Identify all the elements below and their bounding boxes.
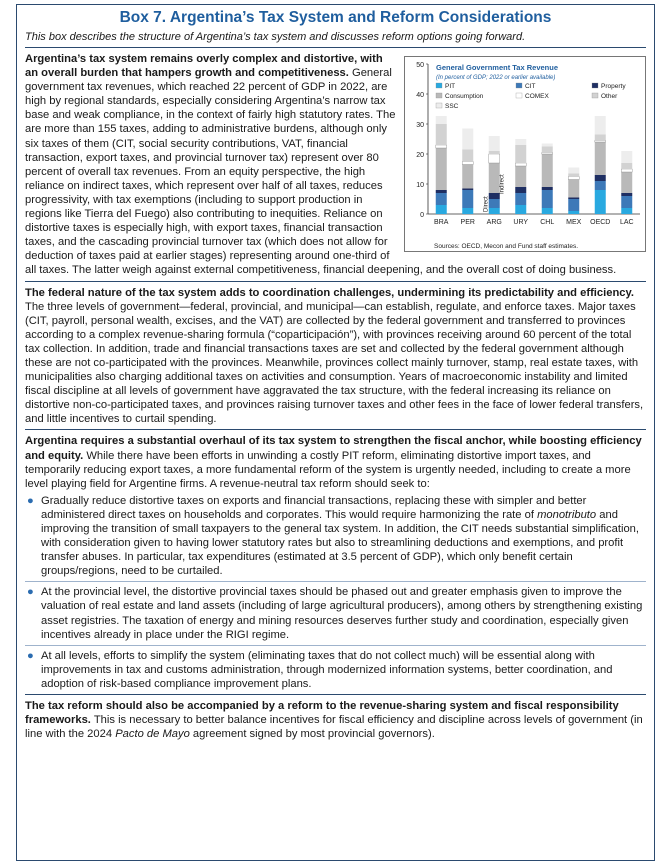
bar-segment bbox=[568, 199, 579, 211]
y-tick-label: 20 bbox=[416, 152, 424, 159]
bar-segment bbox=[436, 190, 447, 193]
x-tick-label: BRA bbox=[434, 219, 449, 226]
bullet-icon: ● bbox=[27, 649, 34, 662]
bar-segment bbox=[542, 153, 553, 155]
bullet-1-pre: Gradually reduce distortive taxes on exports and financial transactions, replacing these with simpler and better administered direct taxes on households and corporates. This would require harmonizing the rate of bbox=[41, 494, 587, 521]
bar-segment bbox=[542, 147, 553, 153]
bar-segment bbox=[595, 141, 606, 143]
bar-segment bbox=[542, 154, 553, 187]
chart-svg bbox=[404, 56, 646, 252]
bar-segment bbox=[462, 129, 473, 150]
bar-segment bbox=[462, 162, 473, 165]
y-tick-label: 50 bbox=[416, 62, 424, 69]
legend-swatch bbox=[516, 93, 522, 98]
section-4-text bbox=[25, 699, 646, 741]
bar-segment bbox=[621, 196, 632, 208]
legend-label: COMEX bbox=[525, 93, 549, 100]
y-tick-label: 30 bbox=[416, 122, 424, 129]
bar-segment bbox=[462, 190, 473, 208]
bar-segment bbox=[436, 145, 447, 148]
annotation-indirect: Indirect bbox=[499, 174, 506, 194]
bar-segment bbox=[542, 190, 553, 208]
bar-segment bbox=[489, 208, 500, 214]
bar-segment bbox=[489, 193, 500, 199]
section-3-text bbox=[25, 434, 646, 490]
bar-segment bbox=[515, 193, 526, 205]
section-2 bbox=[25, 286, 646, 431]
bar-segment bbox=[621, 169, 632, 172]
bar-segment bbox=[515, 145, 526, 163]
bullet-item bbox=[25, 649, 646, 695]
legend-swatch bbox=[592, 93, 598, 98]
bar-segment bbox=[515, 139, 526, 145]
y-tick-label: 10 bbox=[416, 182, 424, 189]
bar-segment bbox=[462, 208, 473, 214]
legend-swatch bbox=[436, 93, 442, 98]
section-1 bbox=[25, 52, 646, 282]
legend-label: Consumption bbox=[445, 93, 484, 100]
bar-segment bbox=[568, 198, 579, 200]
bar-segment bbox=[462, 150, 473, 162]
bar-segment bbox=[489, 154, 500, 163]
legend-swatch bbox=[592, 83, 598, 88]
x-tick-label: URY bbox=[513, 219, 529, 226]
section-3-body: While there have been efforts in unwinding a costly PIT reform, eliminating distortive import taxes, and temporarily reducing export taxes, a more fundamental reform of the system is urgently needed, including to create a more level playing field for Argentine firms. A revenue-neutral tax reform should seek to: bbox=[25, 449, 631, 490]
bar-segment bbox=[489, 136, 500, 151]
bar-segment bbox=[621, 151, 632, 163]
bar-segment bbox=[595, 175, 606, 181]
bar-segment bbox=[515, 166, 526, 187]
bar-segment bbox=[568, 177, 579, 180]
bar-segment bbox=[621, 208, 632, 214]
bullet-3-text: At all levels, efforts to simplify the system (eliminating taxes that do not collect much) will be essential along with improvements in tax and customs administration, through modernized information systems, better coordination, and adoption of risk-based compliance improvement plans. bbox=[41, 649, 613, 690]
bar-segment bbox=[436, 148, 447, 190]
annotation-direct: Direct bbox=[483, 196, 490, 212]
section-1-lead: Argentina’s tax system remains overly complex and distortive, with an overall burden that hampers growth and competitiveness. bbox=[25, 53, 383, 80]
legend-label: Property bbox=[601, 83, 626, 90]
bullet-icon: ● bbox=[27, 586, 34, 599]
section-1-body: General government tax revenues, which reached 22 percent of GDP in 2022, are high by regional standards, especially considering Argentina’s narrow tax base and weak compliance, in the context of fairly high statutory rates. The are more than 155 taxes, adding to administrative burdens, although only six taxes of them (CIT, social security contributions, VAT, financial transaction, export taxes, and provincial turnover tax) represent over 80 percent of overall tax revenues. From an equity perspective, the high reliance on indirect taxes, which represent over half of all taxes, reduces progressivity, with tax exemptions (including to support production in regions like Tierra del Fuego) also contributing to inequities. Reliance on distortive taxes is especially high, with export taxes, financial transaction taxes, and the cascading provincial turnover tax (which does not allow for deduction of taxes paid at earlier stages) representing around one-third of all taxes. The latter weigh against external competitiveness, financial deepening, and the overall cost of doing business. bbox=[25, 67, 617, 277]
bullet-item bbox=[25, 585, 646, 645]
bullet-item bbox=[25, 494, 646, 583]
bar-segment bbox=[489, 199, 500, 208]
bar-segment bbox=[595, 135, 606, 141]
bar-segment bbox=[568, 174, 579, 177]
bar-segment bbox=[436, 193, 447, 205]
bar-segment bbox=[621, 163, 632, 169]
box-7 bbox=[16, 4, 655, 861]
x-tick-label: CHL bbox=[540, 219, 555, 226]
section-2-lead: The federal nature of the tax system adds to coordination challenges, undermining its predictability and efficiency. bbox=[25, 286, 635, 299]
bar-segment bbox=[542, 187, 553, 190]
x-tick-label: LAC bbox=[619, 219, 634, 226]
bar-segment bbox=[436, 205, 447, 214]
bar-segment bbox=[568, 211, 579, 214]
section-4-lead: The tax reform should also be accompanied by a reform to the revenue-sharing system and fiscal responsibility frameworks. bbox=[25, 700, 619, 727]
section-4-italic: Pacto de Mayo bbox=[115, 728, 190, 741]
legend-swatch bbox=[436, 103, 442, 108]
legend-swatch bbox=[436, 83, 442, 88]
bar-segment bbox=[595, 190, 606, 214]
bullet-1-italic: monotributo bbox=[537, 508, 597, 521]
legend-label: Other bbox=[601, 93, 618, 100]
y-tick-label: 0 bbox=[420, 212, 424, 219]
tax-revenue-chart bbox=[404, 56, 646, 252]
bar-segment bbox=[621, 193, 632, 196]
box-intro: This box describes the structure of Argentina’s tax system and discusses reform options going forward. bbox=[25, 31, 646, 48]
bar-segment bbox=[515, 187, 526, 193]
bar-segment bbox=[489, 151, 500, 154]
bar-segment bbox=[515, 205, 526, 214]
chart-source: Sources: OECD, Mecon and Fund staff estimates. bbox=[434, 243, 579, 250]
bar-segment bbox=[436, 124, 447, 145]
x-tick-label: MEX bbox=[566, 219, 582, 226]
chart-subtitle: (In percent of GDP; 2022 or earlier available) bbox=[436, 75, 556, 81]
bar-segment bbox=[542, 208, 553, 214]
section-2-body: The three levels of government—federal, provincial, and municipal—can establish, regulate, and enforce taxes. Major taxes (CIT, payroll, personal wealth, excises, and the VAT) are collected by the federal government and transferred to provinces according to a complex revenue-sharing formula (“coparticipación”), with provinces receiving around 60 percent of the total tax collection. In addition, trade and financial transactions taxes are set and collected by the federal government although these are not co-participated with the provinces. Meanwhile, provinces collect mainly turnover, stamp, real estate taxes, with municipalities also charging additional taxes on activities and consumption. Years of macroeconomic instability and limited fiscal discipline at all levels of government have aggravated the tax structure, with the federal increasing its reliance on distortive non-co-participated taxes, and provinces raising turnover taxes and other fees in the face of lower federal transfers, and little incentives to curtail spending. bbox=[25, 300, 644, 426]
bar-segment bbox=[462, 189, 473, 191]
section-4-pre: This is necessary to better balance incentives for fiscal efficiency and discipline across levels of government (in line with the 2024 bbox=[25, 714, 643, 741]
section-2-text bbox=[25, 286, 646, 427]
bar-segment bbox=[462, 165, 473, 189]
legend-label: PIT bbox=[445, 83, 456, 90]
bar-segment bbox=[568, 168, 579, 174]
chart-title: General Government Tax Revenue bbox=[436, 63, 558, 72]
bar-segment bbox=[621, 172, 632, 193]
section-4 bbox=[25, 699, 646, 744]
y-tick-label: 40 bbox=[416, 92, 424, 99]
section-3-lead: Argentina requires a substantial overhaul of its tax system to strengthen the fiscal anchor, while boosting efficiency and equity. bbox=[25, 435, 642, 462]
bar-segment bbox=[595, 181, 606, 190]
legend-swatch bbox=[516, 83, 522, 88]
bullet-icon: ● bbox=[27, 494, 34, 507]
bullet-1-post: and improving the transition of small taxpayers to the general tax system. In addition, the CIT needs substantial simplification, with consideration given to having lower statutory rates but also to streamlining deductions and exemptions, and profit transfer abuses. In particular, tax expenditures (estimated at 3.5 percent of GDP), which only benefit certain groups/regions, need to be curtailed. bbox=[41, 508, 640, 578]
section-4-post: agreement signed by most provincial governors). bbox=[189, 728, 435, 741]
box-title: Box 7. Argentina’s Tax System and Reform Considerations bbox=[119, 9, 552, 26]
legend-label: CIT bbox=[525, 83, 536, 90]
bar-segment bbox=[595, 142, 606, 175]
reform-bullets bbox=[25, 494, 646, 695]
bar-segment bbox=[542, 144, 553, 147]
bar-segment bbox=[515, 163, 526, 166]
bullet-2-text: At the provincial level, the distortive provincial taxes should be phased out and greater emphasis given to improve the valuation of real estate and land assets (including of large agricultural producers), among others by strengthening existing asset registries. The taxation of energy and mining resources deserves further study and coordination, especially given incentives already in place under the RIGI regime. bbox=[41, 586, 643, 641]
bar-segment bbox=[568, 180, 579, 198]
x-tick-label: OECD bbox=[590, 219, 611, 226]
legend-label: SSC bbox=[445, 103, 459, 110]
x-tick-label: PER bbox=[460, 219, 475, 226]
section-3 bbox=[25, 434, 646, 695]
x-tick-label: ARG bbox=[486, 219, 502, 226]
bar-segment bbox=[489, 163, 500, 193]
